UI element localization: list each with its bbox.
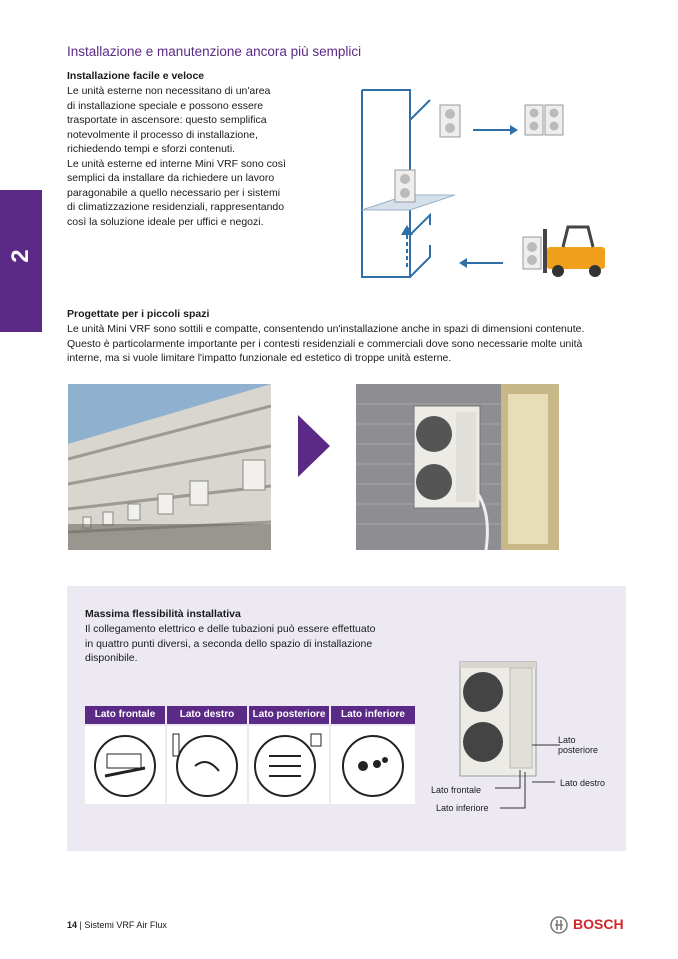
page-number: 14 [67, 920, 78, 930]
footer [67, 920, 167, 930]
compact-unit [414, 406, 480, 508]
section-heading-installation: Installazione facile e veloce [67, 70, 205, 82]
section-text-flexibility: Il collegamento elettrico e delle tubazioni può essere effettuato in quattro punti diversi, a seconda dello spazio di installazione disponibile. [85, 623, 376, 664]
tab-header-rear: Lato posteriore [249, 706, 329, 724]
label-rear: Lato posteriore [558, 735, 599, 755]
tab-header-right: Lato destro [167, 706, 247, 724]
label-front: Lato frontale [431, 785, 482, 795]
illustration-bottom [331, 726, 415, 804]
label-bottom: Lato inferiore [436, 803, 489, 813]
connection-points-table [85, 706, 415, 804]
arrow-chevron [298, 415, 330, 477]
callout-lines [495, 740, 565, 812]
building-facade-photo [68, 384, 271, 550]
tab-header-front: Lato frontale [85, 706, 165, 724]
illustration-rear [249, 726, 329, 804]
section-text-small-spaces: Le unità Mini VRF sono sottili e compatte, consentendo un'installazione anche in spazi di dimensioni contenute. Questo è particolarmente importante per i contesti residenziali e commerciali dove sono necessarie molte unità interne, ma si vuole limitare l'impatto funzionale ed estetico di troppe unità esterne. [67, 323, 585, 364]
label-right: Lato destro [560, 778, 606, 788]
chapter-tab [0, 190, 42, 332]
brand-logo: BOSCH [573, 916, 624, 932]
outdoor-unit-group [525, 105, 563, 135]
outdoor-unit-top [440, 105, 460, 137]
section-text-installation: Le unità esterne non necessitano di un'area di installazione speciale e possono essere trasportate in ascensore: questo semplifica notevolmente il processo di installazione, richiedendo tempi e sforzi contenuti. Le unità esterne ed interne Mini VRF sono così semplici da installare da richiedere un lavoro paragonabile a quello necessario per i sistemi di climatizzazione residenziali, rappresentando così la soluzione ideale per uffici e negozi. [67, 85, 286, 228]
compact-unit-photo [356, 384, 559, 550]
page-title: Installazione e manutenzione ancora più semplici [67, 44, 362, 59]
illustration-front [85, 726, 165, 804]
section-heading-flexibility: Massima flessibilità installativa [85, 608, 241, 620]
bosch-logo-icon [550, 916, 568, 934]
illustration-right [167, 726, 247, 804]
installation-diagram [355, 85, 620, 285]
tab-header-bottom: Lato inferiore [331, 706, 415, 724]
section-heading-small-spaces: Progettate per i piccoli spazi [67, 308, 210, 320]
document-name: Sistemi VRF Air Flux [84, 920, 167, 930]
outdoor-unit-floor [395, 170, 415, 202]
forklift [523, 227, 605, 277]
footer-separator: | [79, 920, 82, 930]
chapter-number: 2 [7, 249, 34, 263]
